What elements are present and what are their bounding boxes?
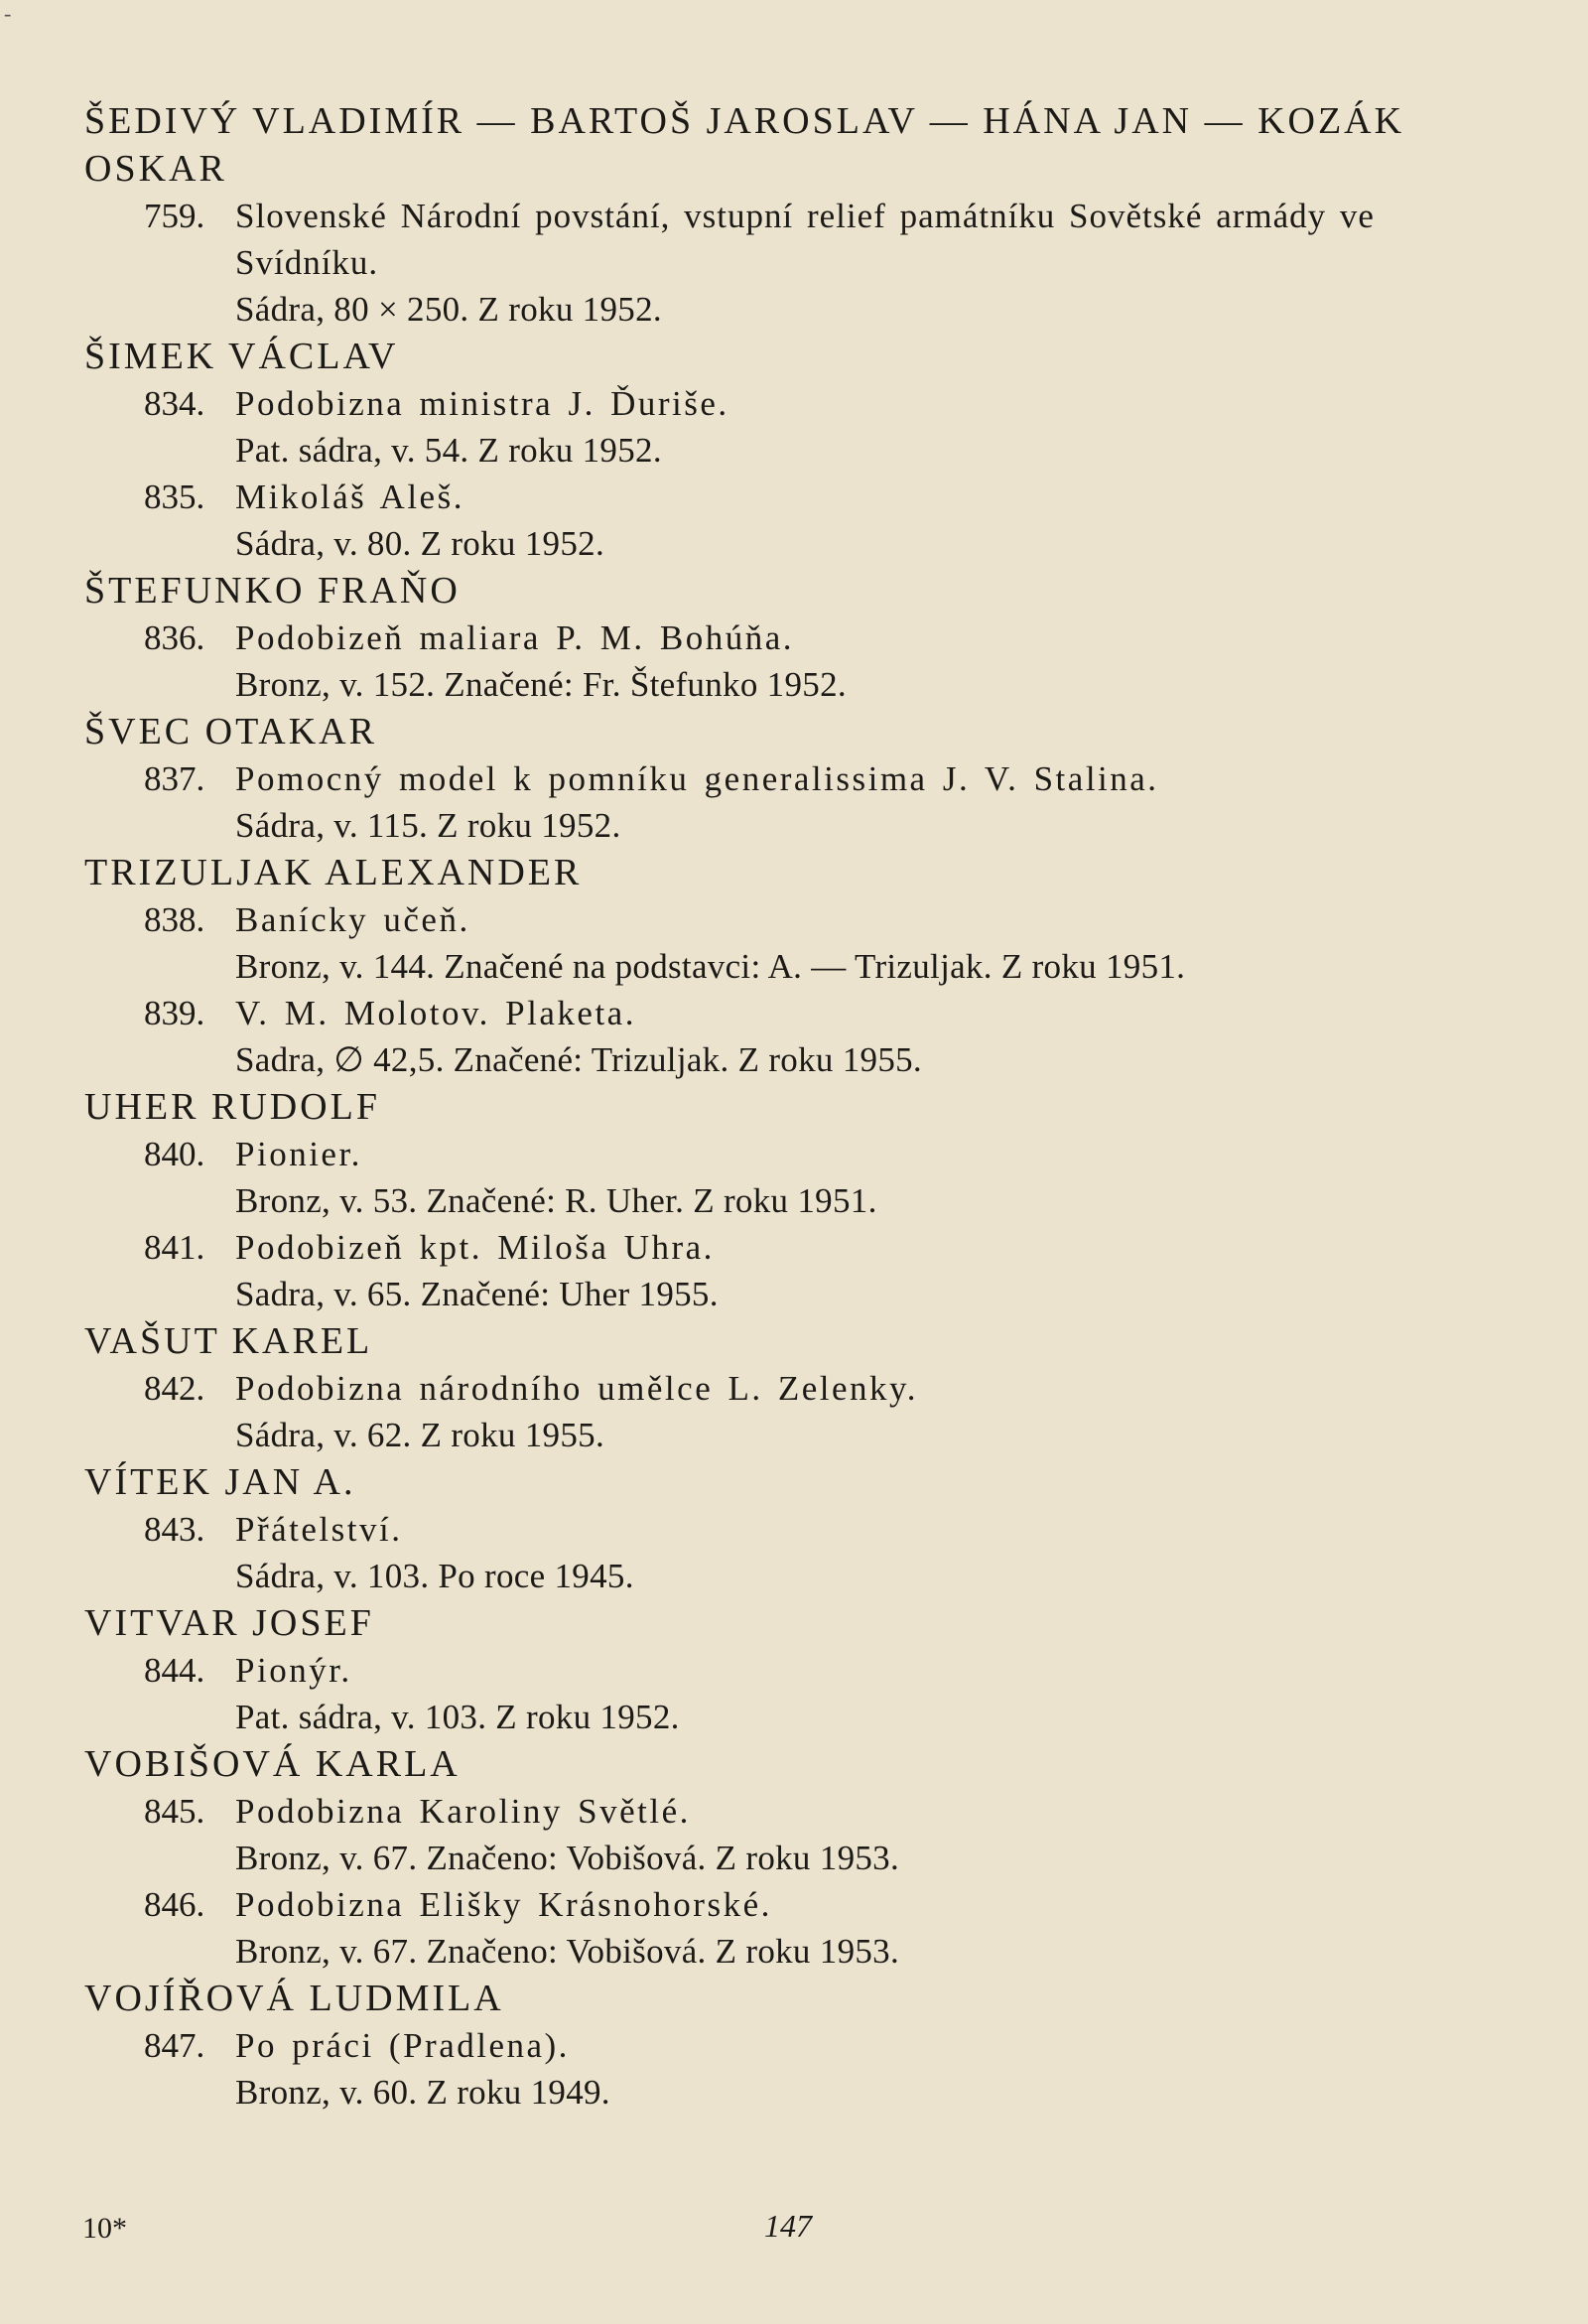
item-details: Sádra, v. 62. Z roku 1955.: [235, 1416, 605, 1454]
artist-entry: [84, 333, 1514, 567]
item-number: 846.: [144, 1885, 205, 1924]
item-details: Bronz, v. 152. Značené: Fr. Štefunko 1952.: [235, 665, 847, 704]
item-number: 843.: [144, 1510, 205, 1549]
catalog-item: [84, 896, 1514, 990]
item-title: Pomocný model k pomníku generalissima J. V. Stalina.: [235, 759, 1159, 798]
catalog-item: [84, 474, 1514, 567]
item-details: Bronz, v. 67. Značeno: Vobišová. Z roku 1953.: [235, 1932, 900, 1971]
page-number: 147: [764, 2208, 812, 2244]
catalog-item: [84, 1881, 1514, 1975]
catalog-item: [84, 1365, 1514, 1458]
catalog-item: [84, 990, 1514, 1083]
artist-name: ŠTEFUNKO FRAŇO: [84, 570, 461, 612]
catalog-item: [84, 2022, 1514, 2116]
item-details: Sadra, v. 65. Značené: Uher 1955.: [235, 1275, 719, 1313]
catalog-item: [84, 615, 1514, 708]
item-number: 838.: [144, 900, 205, 939]
artist-entry: [84, 1458, 1514, 1599]
item-title: Podobizna ministra J. Ďuriše.: [235, 384, 729, 423]
item-number: 841.: [144, 1228, 205, 1267]
artist-entry: [84, 1317, 1514, 1458]
item-title: Pionier.: [235, 1135, 362, 1173]
catalog-item: [84, 755, 1514, 849]
printer-signature: 10*: [82, 2212, 127, 2245]
catalog-item: [84, 1647, 1514, 1740]
item-details: Bronz, v. 53. Značené: R. Uher. Z roku 1951.: [235, 1181, 877, 1220]
item-title: Po práci (Pradlena).: [235, 2026, 570, 2065]
item-details: Sadra, ∅ 42,5. Značené: Trizuljak. Z roku 1955.: [235, 1040, 922, 1079]
catalog-item: [84, 1224, 1514, 1317]
item-details: Sádra, 80 × 250. Z roku 1952.: [235, 290, 662, 329]
item-title: Mikoláš Aleš.: [235, 478, 464, 516]
item-title: Banícky učeň.: [235, 900, 470, 939]
item-details: Bronz, v. 60. Z roku 1949.: [235, 2073, 610, 2112]
item-details: Pat. sádra, v. 54. Z roku 1952.: [235, 431, 662, 470]
item-title: Podobizna národního umělce L. Zelenky.: [235, 1369, 919, 1408]
artist-name: VAŠUT KAREL: [84, 1320, 373, 1362]
item-title: Podobizna Elišky Krásnohorské.: [235, 1885, 772, 1924]
item-details: Pat. sádra, v. 103. Z roku 1952.: [235, 1698, 680, 1736]
item-title: V. M. Molotov. Plaketa.: [235, 994, 636, 1032]
artist-name: ŠVEC OTAKAR: [84, 711, 377, 752]
item-number: 845.: [144, 1792, 205, 1831]
item-details: Sádra, v. 115. Z roku 1952.: [235, 806, 621, 845]
catalog-item: [84, 1506, 1514, 1599]
catalog-item: [84, 1788, 1514, 1881]
item-number: 839.: [144, 994, 205, 1032]
item-title: Pionýr.: [235, 1651, 352, 1690]
catalog-page: [84, 97, 1514, 2116]
artist-entry: [84, 849, 1514, 1083]
item-number: 840.: [144, 1135, 205, 1173]
item-number: 836.: [144, 618, 205, 657]
item-number: 837.: [144, 759, 205, 798]
item-number: 844.: [144, 1651, 205, 1690]
item-number: 759.: [144, 197, 205, 235]
item-title: Podobizna Karoliny Světlé.: [235, 1792, 691, 1831]
artist-name: VOJÍŘOVÁ LUDMILA: [84, 1978, 504, 2019]
catalog-item: [84, 1131, 1514, 1224]
artist-entry: [84, 1599, 1514, 1740]
corner-mark: -: [4, 1, 12, 26]
artist-name: VOBIŠOVÁ KARLA: [84, 1743, 461, 1785]
item-title: Podobizeň kpt. Miloša Uhra.: [235, 1228, 715, 1267]
artist-entry: [84, 567, 1514, 708]
item-number: 835.: [144, 478, 205, 516]
artist-name: TRIZULJAK ALEXANDER: [84, 852, 583, 893]
artist-entry: [84, 1083, 1514, 1317]
item-details: Bronz, v. 67. Značeno: Vobišová. Z roku 1953.: [235, 1839, 900, 1877]
item-number: 847.: [144, 2026, 205, 2065]
artist-entry: [84, 1740, 1514, 1975]
artist-name: VÍTEK JAN A.: [84, 1461, 356, 1503]
artist-name: VITVAR JOSEF: [84, 1602, 374, 1644]
artist-name: ŠEDIVÝ VLADIMÍR — BARTOŠ JAROSLAV — HÁNA JAN — KOZÁK OSKAR: [84, 100, 1405, 190]
item-details: Bronz, v. 144. Značené na podstavci: A. — Trizuljak. Z roku 1951.: [235, 947, 1186, 986]
item-title: Podobizeň maliara P. M. Bohúňa.: [235, 618, 795, 657]
item-title: Slovenské Národní povstání, vstupní relief památníku Sovětské armády ve Svídníku.: [235, 197, 1375, 282]
item-number: 842.: [144, 1369, 205, 1408]
item-title: Přátelství.: [235, 1510, 403, 1549]
item-details: Sádra, v. 103. Po roce 1945.: [235, 1557, 634, 1595]
artist-name: ŠIMEK VÁCLAV: [84, 336, 399, 377]
artist-entry: [84, 708, 1514, 849]
item-details: Sádra, v. 80. Z roku 1952.: [235, 524, 605, 563]
artist-name: UHER RUDOLF: [84, 1086, 380, 1128]
artist-entry: [84, 97, 1514, 333]
artist-entry: [84, 1975, 1514, 2116]
catalog-item: [84, 193, 1514, 333]
item-number: 834.: [144, 384, 205, 423]
catalog-item: [84, 380, 1514, 474]
